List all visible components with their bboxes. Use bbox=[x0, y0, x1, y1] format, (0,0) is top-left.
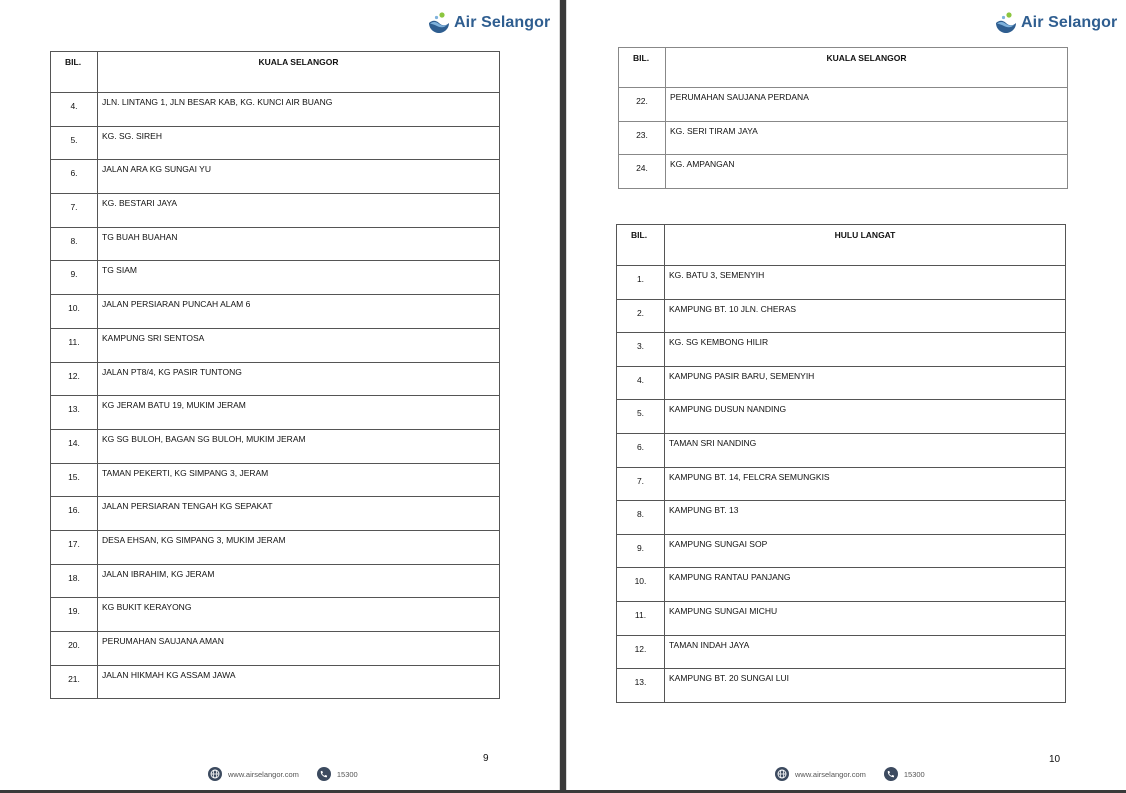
column-header-bil: BIL. bbox=[51, 52, 98, 93]
table-row bbox=[51, 261, 500, 295]
table-row bbox=[51, 429, 500, 463]
column-header-district: KUALA SELANGOR bbox=[98, 52, 500, 93]
table-row bbox=[617, 433, 1066, 467]
row-number: 12. bbox=[51, 362, 98, 396]
table-row bbox=[619, 121, 1068, 155]
globe-icon bbox=[775, 767, 789, 781]
table-row bbox=[617, 299, 1066, 333]
document-page-right bbox=[566, 0, 1126, 793]
location-name: KG. BATU 3, SEMENYIH bbox=[665, 266, 1066, 300]
row-number: 11. bbox=[51, 328, 98, 362]
table-body bbox=[619, 88, 1068, 189]
table-row bbox=[617, 601, 1066, 635]
location-name: KAMPUNG BT. 10 JLN. CHERAS bbox=[665, 299, 1066, 333]
location-name: PERUMAHAN SAUJANA PERDANA bbox=[666, 88, 1068, 122]
location-name: TAMAN SRI NANDING bbox=[665, 433, 1066, 467]
location-name: PERUMAHAN SAUJANA AMAN bbox=[98, 632, 500, 666]
table-row bbox=[51, 295, 500, 329]
row-number: 7. bbox=[617, 467, 665, 501]
table-row bbox=[51, 463, 500, 497]
table-row bbox=[51, 126, 500, 160]
water-drop-logo-icon bbox=[427, 11, 451, 35]
column-header-district: KUALA SELANGOR bbox=[666, 48, 1068, 88]
table-row bbox=[51, 598, 500, 632]
location-name: KAMPUNG SUNGAI SOP bbox=[665, 534, 1066, 568]
column-header-bil: BIL. bbox=[617, 225, 665, 266]
table-row bbox=[51, 362, 500, 396]
table-row bbox=[617, 266, 1066, 300]
row-number: 9. bbox=[51, 261, 98, 295]
water-drop-logo-icon bbox=[994, 11, 1018, 35]
location-name: KG BUKIT KERAYONG bbox=[98, 598, 500, 632]
footer-phone: 15300 bbox=[903, 769, 925, 779]
row-number: 4. bbox=[51, 93, 98, 127]
row-number: 13. bbox=[51, 396, 98, 430]
table-row bbox=[51, 93, 500, 127]
row-number: 20. bbox=[51, 632, 98, 666]
table-body bbox=[51, 93, 500, 699]
brand-name: Air Selangor bbox=[454, 14, 551, 31]
location-name: JALAN IBRAHIM, KG JERAM bbox=[98, 564, 500, 598]
row-number: 8. bbox=[617, 501, 665, 535]
row-number: 6. bbox=[51, 160, 98, 194]
table-row bbox=[617, 669, 1066, 703]
row-number: 22. bbox=[619, 88, 666, 122]
row-number: 18. bbox=[51, 564, 98, 598]
table-header-row bbox=[617, 225, 1066, 266]
page-footer bbox=[208, 767, 358, 781]
location-name: TAMAN PEKERTI, KG SIMPANG 3, JERAM bbox=[98, 463, 500, 497]
table-row bbox=[51, 665, 500, 699]
table-row bbox=[619, 88, 1068, 122]
phone-icon bbox=[317, 767, 331, 781]
location-name: KAMPUNG SRI SENTOSA bbox=[98, 328, 500, 362]
air-selangor-logo bbox=[427, 11, 550, 35]
row-number: 8. bbox=[51, 227, 98, 261]
row-number: 9. bbox=[617, 534, 665, 568]
row-number: 6. bbox=[617, 433, 665, 467]
table-row bbox=[617, 501, 1066, 535]
footer-website: www.airselangor.com bbox=[228, 769, 299, 779]
location-name: KG. AMPANGAN bbox=[666, 155, 1068, 189]
row-number: 2. bbox=[617, 299, 665, 333]
location-name: KG SG BULOH, BAGAN SG BULOH, MUKIM JERAM bbox=[98, 429, 500, 463]
row-number: 3. bbox=[617, 333, 665, 367]
location-name: JALAN HIKMAH KG ASSAM JAWA bbox=[98, 665, 500, 699]
table-row bbox=[51, 160, 500, 194]
location-name: KG JERAM BATU 19, MUKIM JERAM bbox=[98, 396, 500, 430]
table-row bbox=[617, 635, 1066, 669]
page-number: 9 bbox=[483, 753, 489, 764]
row-number: 4. bbox=[617, 366, 665, 400]
brand-name: Air Selangor bbox=[1021, 14, 1118, 31]
table-row bbox=[617, 400, 1066, 434]
row-number: 1. bbox=[617, 266, 665, 300]
footer-website: www.airselangor.com bbox=[795, 769, 866, 779]
column-header-bil: BIL. bbox=[619, 48, 666, 88]
row-number: 12. bbox=[617, 635, 665, 669]
row-number: 23. bbox=[619, 121, 666, 155]
row-number: 7. bbox=[51, 194, 98, 228]
row-number: 15. bbox=[51, 463, 98, 497]
table-row bbox=[51, 497, 500, 531]
phone-icon bbox=[884, 767, 898, 781]
document-page-left bbox=[0, 0, 560, 793]
location-name: KG. SG KEMBONG HILIR bbox=[665, 333, 1066, 367]
table-row bbox=[617, 467, 1066, 501]
row-number: 21. bbox=[51, 665, 98, 699]
location-name: KAMPUNG BT. 13 bbox=[665, 501, 1066, 535]
row-number: 14. bbox=[51, 429, 98, 463]
table-row bbox=[51, 194, 500, 228]
table-row bbox=[51, 227, 500, 261]
page-footer bbox=[775, 767, 925, 781]
location-name: JLN. LINTANG 1, JLN BESAR KAB, KG. KUNCI AIR BUANG bbox=[98, 93, 500, 127]
table-row bbox=[617, 534, 1066, 568]
row-number: 5. bbox=[51, 126, 98, 160]
location-name: KG. SERI TIRAM JAYA bbox=[666, 121, 1068, 155]
location-name: KAMPUNG BT. 20 SUNGAI LUI bbox=[665, 669, 1066, 703]
air-selangor-logo bbox=[994, 11, 1117, 35]
table-header-row bbox=[619, 48, 1068, 88]
table-header-row bbox=[51, 52, 500, 93]
kuala-selangor-table bbox=[50, 51, 500, 699]
row-number: 24. bbox=[619, 155, 666, 189]
row-number: 17. bbox=[51, 530, 98, 564]
location-name: KAMPUNG PASIR BARU, SEMENYIH bbox=[665, 366, 1066, 400]
location-name: TG BUAH BUAHAN bbox=[98, 227, 500, 261]
hulu-langat-table bbox=[616, 224, 1066, 703]
location-name: DESA EHSAN, KG SIMPANG 3, MUKIM JERAM bbox=[98, 530, 500, 564]
table-row bbox=[619, 155, 1068, 189]
row-number: 10. bbox=[617, 568, 665, 602]
row-number: 11. bbox=[617, 601, 665, 635]
row-number: 19. bbox=[51, 598, 98, 632]
location-name: TG SIAM bbox=[98, 261, 500, 295]
location-name: KG. BESTARI JAYA bbox=[98, 194, 500, 228]
table-row bbox=[617, 366, 1066, 400]
row-number: 5. bbox=[617, 400, 665, 434]
row-number: 10. bbox=[51, 295, 98, 329]
column-header-district: HULU LANGAT bbox=[665, 225, 1066, 266]
location-name: KAMPUNG SUNGAI MICHU bbox=[665, 601, 1066, 635]
location-name: JALAN PERSIARAN TENGAH KG SEPAKAT bbox=[98, 497, 500, 531]
table-row bbox=[617, 568, 1066, 602]
location-name: JALAN ARA KG SUNGAI YU bbox=[98, 160, 500, 194]
table-row bbox=[51, 396, 500, 430]
location-name: KAMPUNG RANTAU PANJANG bbox=[665, 568, 1066, 602]
location-name: KG. SG. SIREH bbox=[98, 126, 500, 160]
kuala-selangor-table-continued bbox=[618, 47, 1068, 189]
location-name: JALAN PT8/4, KG PASIR TUNTONG bbox=[98, 362, 500, 396]
footer-phone: 15300 bbox=[336, 769, 358, 779]
table-row bbox=[51, 530, 500, 564]
location-name: KAMPUNG BT. 14, FELCRA SEMUNGKIS bbox=[665, 467, 1066, 501]
location-name: JALAN PERSIARAN PUNCAH ALAM 6 bbox=[98, 295, 500, 329]
row-number: 13. bbox=[617, 669, 665, 703]
location-name: KAMPUNG DUSUN NANDING bbox=[665, 400, 1066, 434]
location-name: TAMAN INDAH JAYA bbox=[665, 635, 1066, 669]
globe-icon bbox=[208, 767, 222, 781]
table-body bbox=[617, 266, 1066, 703]
page-number: 10 bbox=[1049, 754, 1061, 765]
table-row bbox=[617, 333, 1066, 367]
table-row bbox=[51, 328, 500, 362]
row-number: 16. bbox=[51, 497, 98, 531]
table-row bbox=[51, 632, 500, 666]
table-row bbox=[51, 564, 500, 598]
